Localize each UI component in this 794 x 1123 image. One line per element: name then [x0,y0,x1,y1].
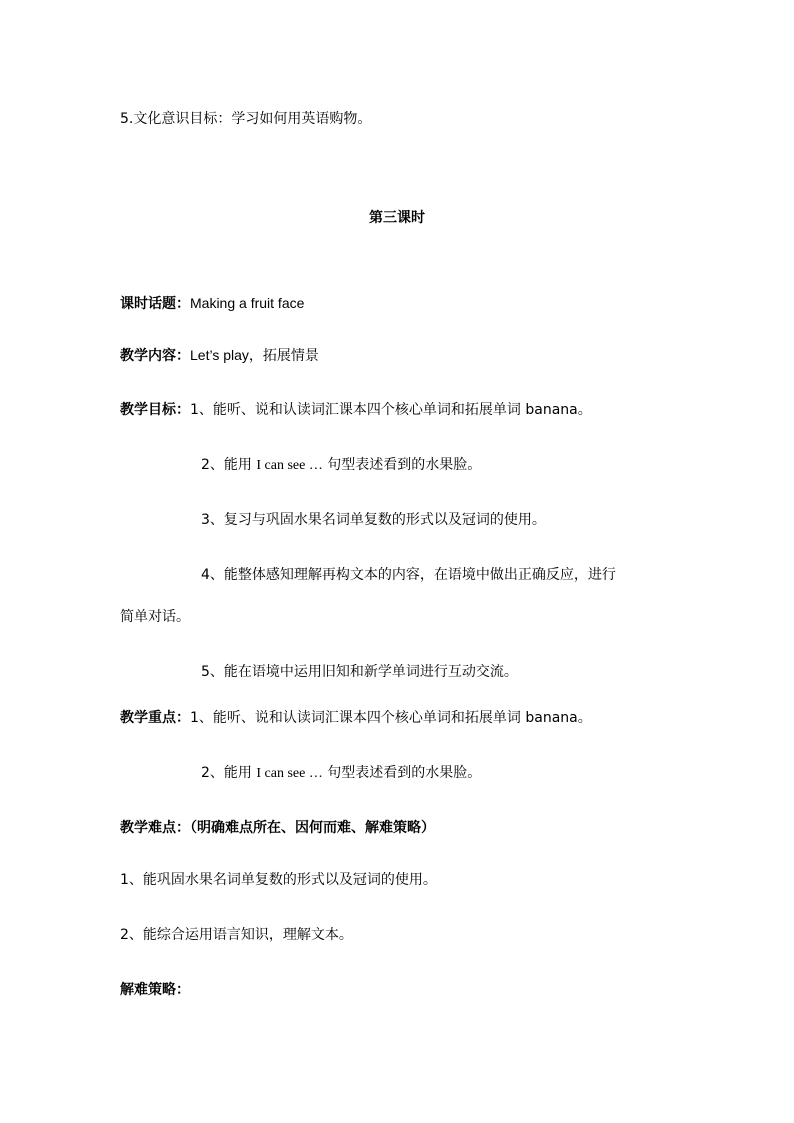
goal-2-en: I can see … [256,458,323,473]
goal-3: 3、复习与巩固水果名词单复数的形式以及冠词的使用。 [201,512,546,528]
topic-value: Making a fruit face [190,295,305,311]
goal-5: 5、能在语境中运用旧知和新学单词进行互动交流。 [201,664,518,680]
goal-4a: 4、能整体感知理解再构文本的内容，在语境中做出正确反应，进行 [201,567,616,583]
key-2-en: I can see … [256,766,323,781]
key-points-line [120,708,592,728]
content-label: 教学内容： [120,348,190,364]
difficulty-1: 1、能巩固水果名词单复数的形式以及冠词的使用。 [120,872,437,888]
goals-line [120,400,592,420]
goal-2-pre: 2、能用 [201,457,257,473]
goals-label: 教学目标： [120,402,190,418]
content-value: Let’s play，拓展情景 [190,347,319,363]
topic-line [120,293,304,314]
goal-1: 1、能听、说和认读词汇课本四个核心单词和拓展单词 banana。 [190,402,592,418]
goal-4b: 简单对话。 [120,609,190,625]
content-line [120,345,319,366]
key-label: 教学重点： [120,710,190,726]
key-1: 1、能听、说和认读词汇课本四个核心单词和拓展单词 banana。 [190,710,592,726]
key-2-pre: 2、能用 [201,765,257,781]
difficulty-2: 2、能综合运用语言知识，理解文本。 [120,927,353,943]
key-2-post: 句型表述看到的水果脸。 [322,765,482,781]
topic-label: 课时话题： [120,296,190,312]
goal-2 [201,455,481,476]
key-2 [201,763,481,784]
cultural-goal-line: 5.文化意识目标：学习如何用英语购物。 [120,111,372,127]
difficulty-label: 教学难点：（明确难点所在、因何而难、解难策略） [120,820,435,836]
goal-2-post: 句型表述看到的水果脸。 [322,457,482,473]
lesson-title: 第三课时 [369,210,425,226]
strategy-label: 解难策略： [120,982,190,998]
